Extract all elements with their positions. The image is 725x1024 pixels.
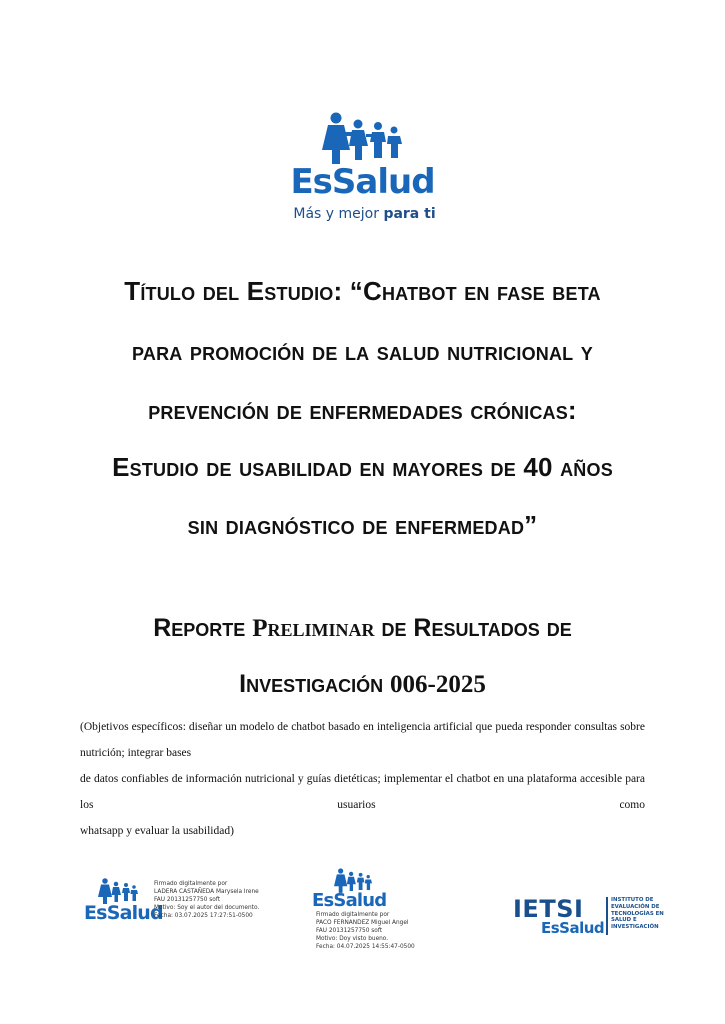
title-line-2: para promoción de la salud nutricional y xyxy=(132,336,593,366)
sig-mid-line: FAU 20131257750 soft xyxy=(316,928,383,934)
ietsi-desc-line: EVALUACIÓN DE xyxy=(611,903,660,910)
title-line-3: prevención de enfermedades crónicas: xyxy=(148,395,577,425)
report-word-4: Investigación xyxy=(239,670,391,698)
ietsi-description xyxy=(611,897,671,931)
sig-mid-line: Motivo: Doy visto bueno. xyxy=(316,936,389,942)
report-word-3: de Resultados de xyxy=(374,614,572,642)
ietsi-desc-line: INVESTIGACIÓN xyxy=(611,924,659,931)
ietsi-desc-line: INSTITUTO DE xyxy=(611,897,654,903)
ietsi-desc-line: TECNOLOGÍAS EN xyxy=(611,910,664,917)
title-line-5: sin diagnóstico de enfermedad” xyxy=(187,510,538,540)
objectives-line-2: de datos confiables de información nutricional y guías dietéticas; implementar el chatbot en una plataforma accesible para los usuarios como xyxy=(80,773,645,811)
sig-left-line: Firmado digitalmente por xyxy=(154,881,228,887)
title-line-4: Estudio de usabilidad en mayores de 40 años xyxy=(112,452,613,482)
sig-left-line: FAU 20131257750 soft xyxy=(154,897,221,903)
sig-mid-line: Fecha: 04.07.2025 14:55:47-0500 xyxy=(316,944,415,950)
signature-left-wordmark: EsSalud xyxy=(84,902,163,924)
objectives-line-1: (Objetivos específicos: diseñar un modelo de chatbot basado en inteligencia artificial que pueda responder consultas sobre nutrición; integrar bases xyxy=(80,721,645,759)
tagline-bold: para ti xyxy=(383,206,436,222)
report-word-1: Reporte xyxy=(153,614,253,642)
signature-middle-wordmark: EsSalud xyxy=(312,890,387,911)
signature-middle-logo xyxy=(312,868,392,914)
sig-mid-line: Firmado digitalmente por xyxy=(316,912,390,918)
family-figures-icon xyxy=(98,878,138,904)
report-heading-line-2 xyxy=(0,670,725,699)
objectives-paragraph xyxy=(80,714,645,844)
title-line-1: Título del Estudio: “Chatbot en fase beta xyxy=(124,276,601,306)
essalud-logo xyxy=(290,112,435,227)
report-number: 006-2025 xyxy=(390,671,486,698)
report-heading-line-1 xyxy=(0,614,725,643)
report-word-2: Preliminar xyxy=(252,615,375,642)
sig-left-line: Fecha: 03.07.2025 17:27:51-0500 xyxy=(154,913,253,919)
ietsi-desc-line: SALUD E xyxy=(611,917,637,924)
tagline-regular: Más y mejor xyxy=(293,206,384,222)
signature-left-text xyxy=(154,880,264,920)
family-figures-icon xyxy=(322,112,402,164)
sig-left-line: Motivo: Soy el autor del documento. xyxy=(154,905,260,911)
ietsi-sub-wordmark: EsSalud xyxy=(541,919,605,937)
sig-left-line: LADERA CASTAÑEDA Marysela Irene xyxy=(154,889,259,895)
signature-middle-text xyxy=(316,911,426,951)
objectives-line-3: whatsapp y evaluar la usabilidad) xyxy=(80,825,234,837)
signature-left-logo xyxy=(84,878,163,928)
ietsi-divider xyxy=(606,897,608,935)
sig-mid-line: PACO FERNANDEZ Miguel Angel xyxy=(316,920,409,926)
ietsi-logo xyxy=(513,895,663,941)
ietsi-wordmark: IETSI xyxy=(513,895,584,923)
logo-tagline xyxy=(292,206,437,222)
logo-wordmark: EsSalud xyxy=(290,162,435,202)
